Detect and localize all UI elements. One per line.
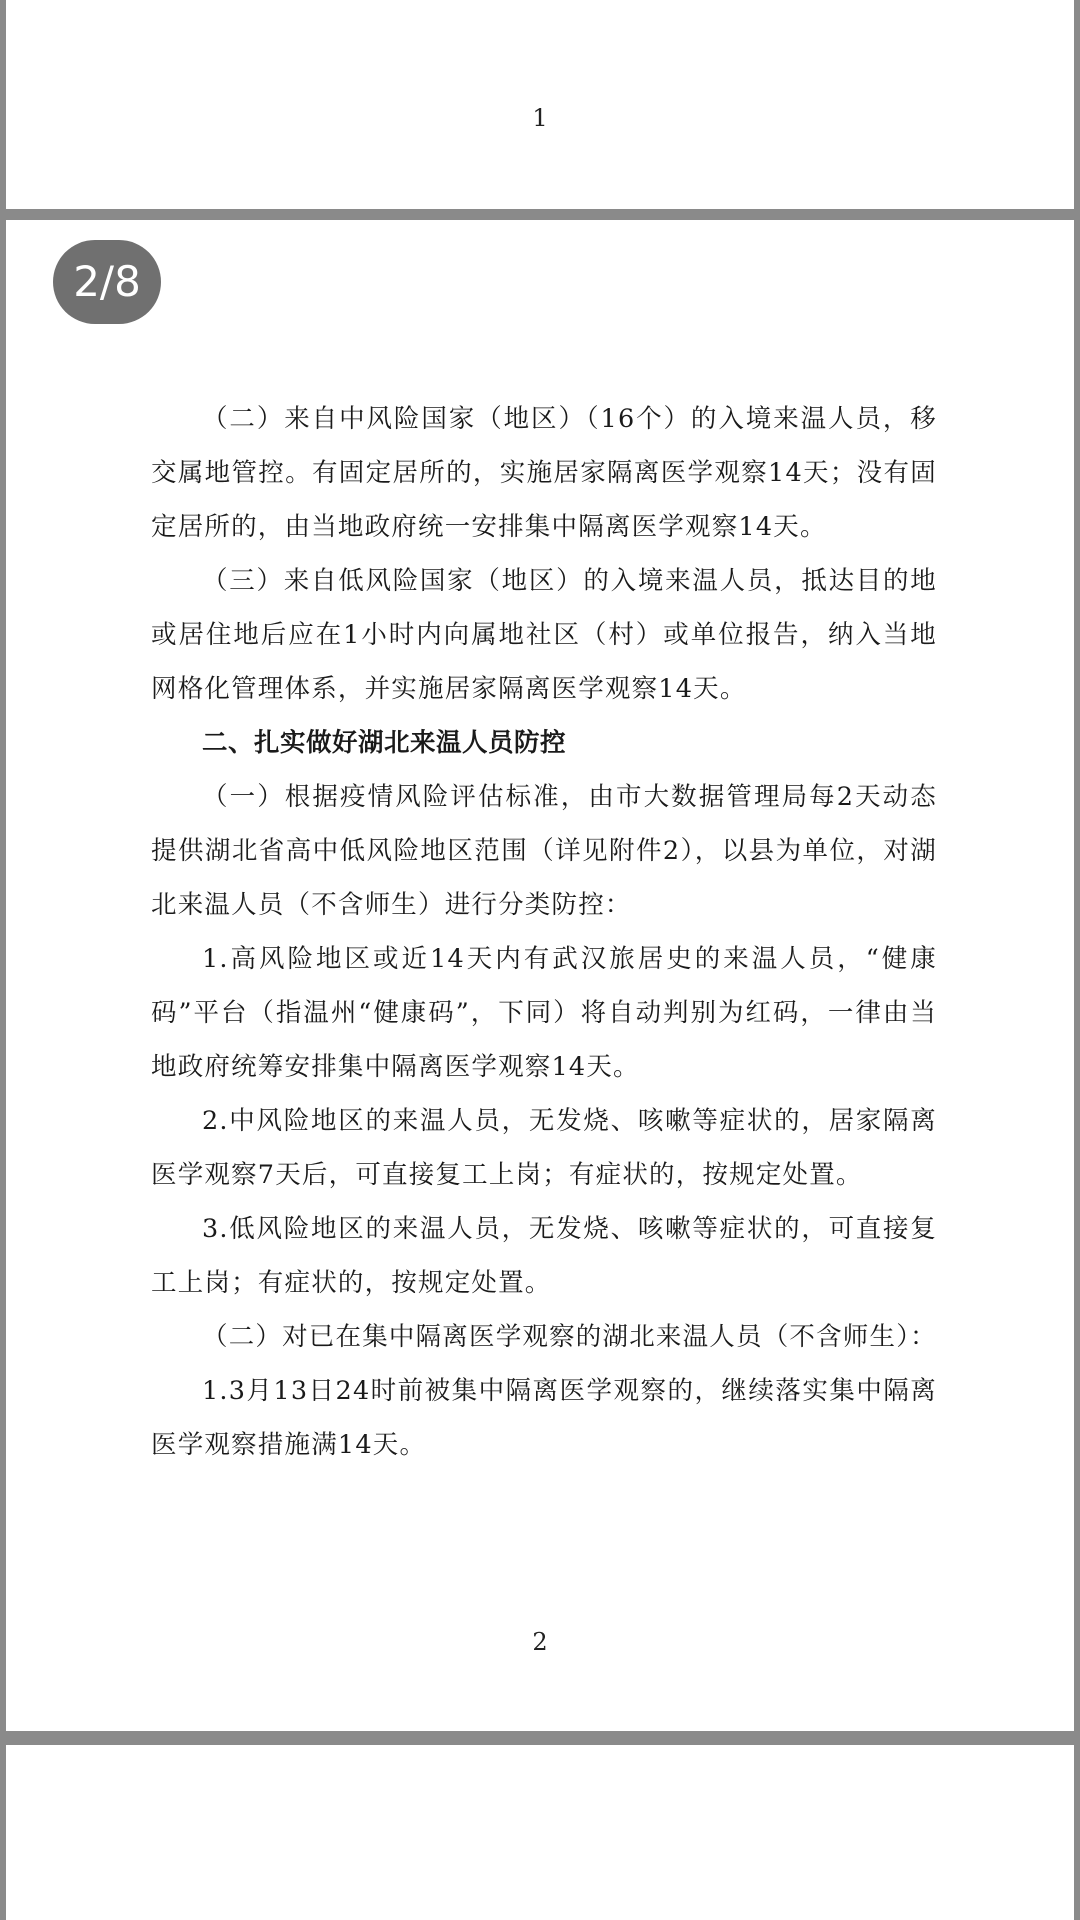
page-body [151, 392, 937, 1472]
page-number: 1 [532, 104, 548, 132]
paragraph: （二）来自中风险国家（地区）（16个）的入境来温人员，移交属地管控。有固定居所的，实施居家隔离医学观察14天；没有固定居所的，由当地政府统一安排集中隔离医学观察14天。 [151, 404, 937, 542]
paragraph: 1.高风险地区或近14天内有武汉旅居史的来温人员，“健康码”平台（指温州“健康码”，下同）将自动判别为红码，一律由当地政府统筹安排集中隔离医学观察14天。 [151, 944, 937, 1082]
paragraph: 1.3月13日24时前被集中隔离医学观察的，继续落实集中隔离医学观察措施满14天。 [151, 1376, 937, 1460]
page-number: 2 [532, 1628, 548, 1656]
page-indicator-badge: 2/8 [53, 240, 161, 324]
page-2 [6, 220, 1074, 1731]
page-3 [6, 1745, 1074, 1920]
section-heading: 二、扎实做好湖北来温人员防控 [202, 728, 567, 758]
paragraph: 3.低风险地区的来温人员，无发烧、咳嗽等症状的，可直接复工上岗；有症状的，按规定处置。 [151, 1214, 937, 1298]
paragraph: （一）根据疫情风险评估标准，由市大数据管理局每2天动态提供湖北省高中低风险地区范围（详见附件2），以县为单位，对湖北来温人员（不含师生）进行分类防控： [151, 782, 937, 920]
paragraph: 2.中风险地区的来温人员，无发烧、咳嗽等症状的，居家隔离医学观察7天后，可直接复工上岗；有症状的，按规定处置。 [151, 1106, 937, 1190]
page-1 [6, 0, 1074, 209]
paragraph: （三）来自低风险国家（地区）的入境来温人员，抵达目的地或居住地后应在1小时内向属地社区（村）或单位报告，纳入当地网格化管理体系，并实施居家隔离医学观察14天。 [151, 566, 937, 704]
paragraph: （二）对已在集中隔离医学观察的湖北来温人员（不含师生）： [202, 1322, 937, 1352]
